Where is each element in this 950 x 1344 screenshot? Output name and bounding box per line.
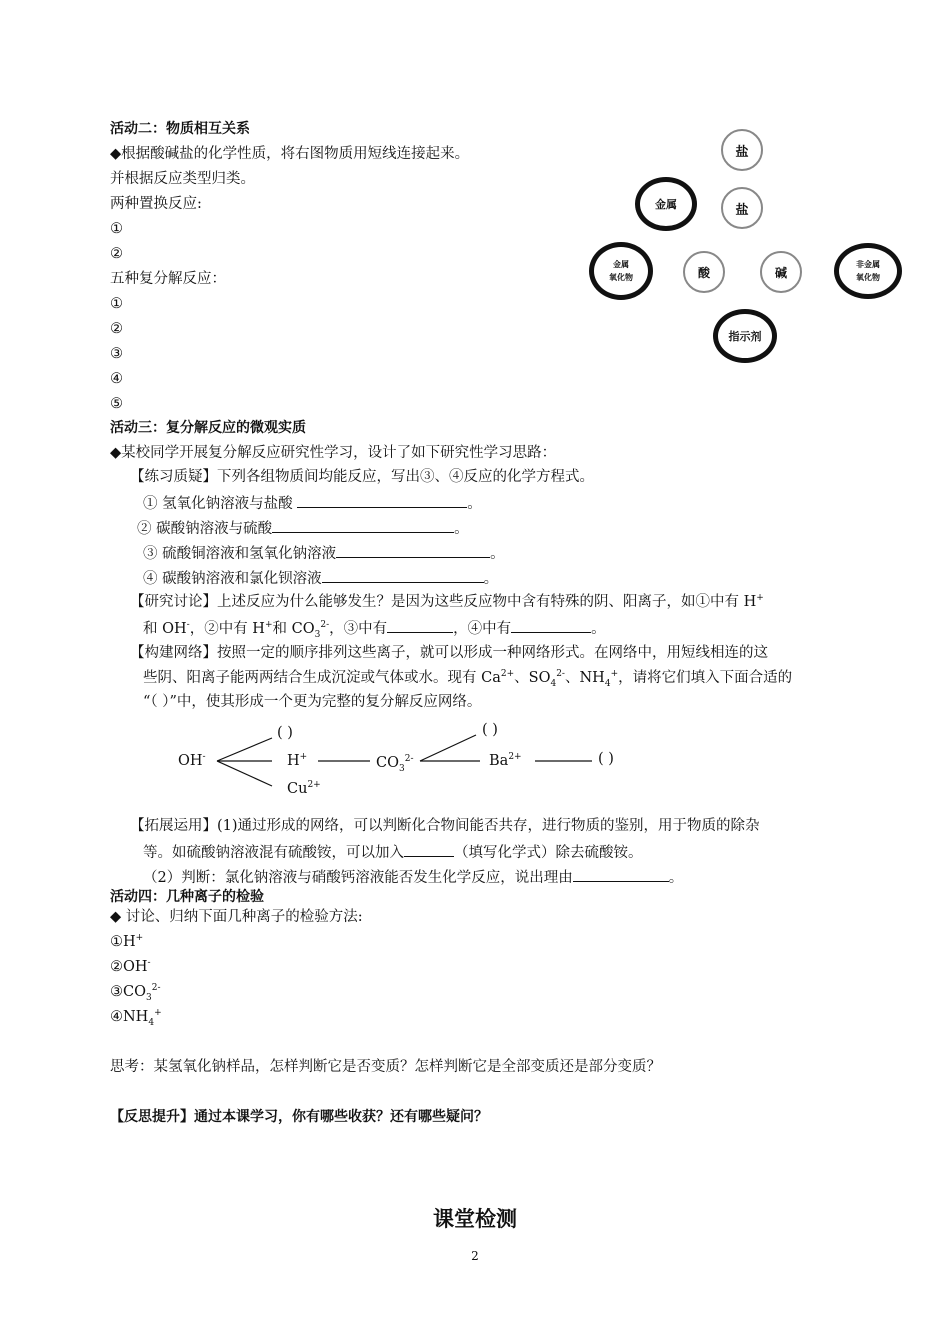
double-item-1: ① [110, 296, 123, 312]
page-number: 2 [471, 1249, 479, 1263]
nonmetal-oxide-line-2: 氧化物 [856, 273, 880, 282]
node-salt-mid: 盐 [721, 187, 763, 229]
replacement-item-2: ② [110, 246, 123, 262]
network-blank-3[interactable]: ( ) [598, 751, 614, 767]
ion-h: H+ [287, 752, 308, 769]
network-blank-2[interactable]: ( ) [482, 722, 498, 738]
think-question: 思考：某氢氧化钠样品，怎样判断它是否变质？怎样判断它是全部变质还是部分变质？ [110, 1059, 661, 1075]
practice-item-3: ③ 硫酸铜溶液和氢氧化钠溶液 。 [143, 542, 505, 564]
ion-co3: $CO_3^{2-}$ [376, 754, 414, 774]
ion-ba: $Ba^{2+}$ [489, 752, 522, 769]
replacement-label: 两种置换反应: [110, 196, 202, 212]
network-line-2: 些阴、阳离子能两两结合生成沉淀或气体或水。现有 $Ca^{2+}$、$SO_4^{2-}$、$NH_4^+$，请将它们填入下面合适的 [143, 669, 793, 689]
extend-line-2: 等。如硫酸钠溶液混有硫酸铵，可以加入 （填写化学式）除去硫酸铵。 [143, 841, 643, 863]
network-line-1: 【构建网络】按照一定的顺序排列这些离子，就可以形成一种网络形式。在网络中，用短线相连的这 [130, 645, 768, 661]
ion-test-3: $③CO_3^{2-}$ [110, 983, 161, 1003]
ion-test-1: ①H+ [110, 933, 144, 950]
section-title: 课堂检测 [433, 1207, 517, 1231]
activity4-title: 活动四：几种离子的检验 [110, 889, 264, 905]
replacement-item-1: ① [110, 221, 123, 237]
node-indicator: 指示剂 [713, 309, 777, 363]
activity2-intro-2: 并根据反应类型归类。 [110, 171, 255, 187]
double-item-5: ⑤ [110, 396, 123, 412]
node-salt-top: 盐 [721, 129, 763, 171]
ion-test-2: ②OH- [110, 958, 151, 975]
ion-oh: OH- [178, 752, 206, 769]
judge-line: （2）判断：氯化钠溶液与硝酸钙溶液能否发生化学反应，说出理由 。 [143, 866, 683, 888]
activity4-intro: ◆ 讨论、归纳下面几种离子的检验方法: [110, 909, 363, 925]
practice-intro: 【练习质疑】下列各组物质间均能反应，写出③、④反应的化学方程式。 [130, 469, 594, 485]
practice-item-1: ① 氢氧化钠溶液与盐酸 。 [143, 492, 482, 514]
practice-item-4: ④ 碳酸钠溶液和氯化钡溶液 。 [143, 567, 498, 589]
activity3-title: 活动三：复分解反应的微观实质 [110, 420, 306, 436]
double-item-4: ④ [110, 371, 123, 387]
extend-line-1: 【拓展运用】(1)通过形成的网络，可以判断化合物间能否共存，进行物质的鉴别，用于物质的除杂 [130, 818, 760, 834]
node-acid: 酸 [683, 251, 725, 293]
answer-blank[interactable] [404, 841, 454, 857]
reflect-question: 【反思提升】通过本课学习，你有哪些收获？还有哪些疑问？ [110, 1109, 488, 1125]
metal-oxide-line-1: 金属 [613, 260, 629, 269]
double-replacement-label: 五种复分解反应： [110, 271, 226, 287]
metal-oxide-line-2: 氧化物 [609, 273, 633, 282]
answer-blank[interactable] [573, 866, 669, 882]
node-base: 碱 [760, 251, 802, 293]
ion-test-4: $④NH_4^+$ [110, 1008, 162, 1028]
discuss-line-2: 和 OH-，②中有 H+和 $CO_3^{2-}$，③中有 ，④中有 。 [143, 617, 606, 639]
double-item-3: ③ [110, 346, 123, 362]
activity2-intro-1: ◆根据酸碱盐的化学性质，将右图物质用短线连接起来。 [110, 146, 470, 162]
network-blank-1[interactable]: ( ) [277, 725, 293, 741]
discuss-line-1: 【研究讨论】上述反应为什么能够发生？是因为这些反应物中含有特殊的阴、阳离子，如①中有 H+ [130, 593, 764, 610]
node-metal: 金属 [635, 177, 697, 231]
activity3-intro: ◆某校同学开展复分解反应研究性学习，设计了如下研究性学习思路： [110, 445, 557, 461]
nonmetal-oxide-line-1: 非金属 [856, 260, 880, 269]
double-item-2: ② [110, 321, 123, 337]
practice-item-2: ② 碳酸钠溶液与硫酸 。 [137, 517, 469, 539]
ion-cu: $Cu^{2+}$ [287, 780, 321, 797]
network-line-3: “（ ）”中，使其形成一个更为完整的复分解反应网络。 [143, 694, 482, 710]
activity2-title: 活动二：物质相互关系 [110, 121, 250, 137]
